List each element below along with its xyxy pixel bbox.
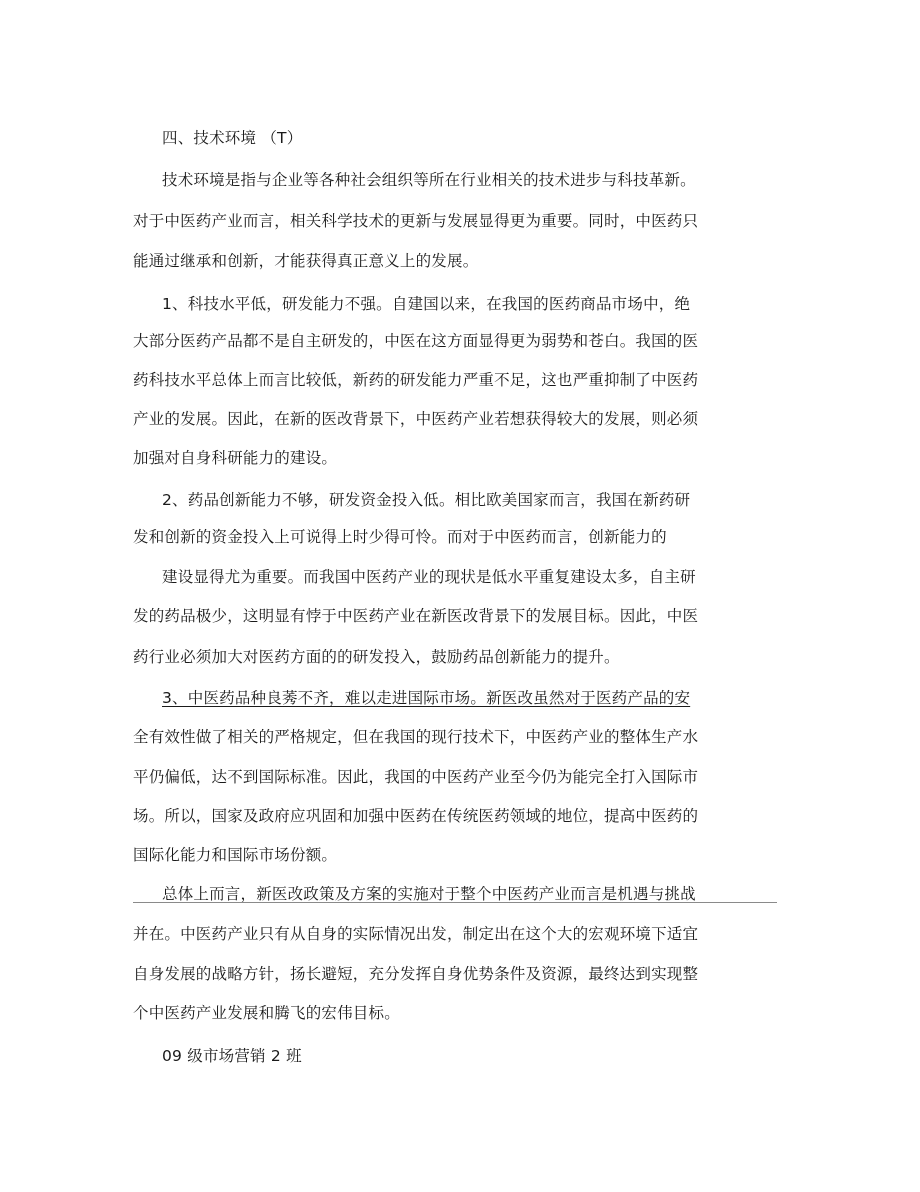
paragraph-line: 3、中医药品种良莠不齐，难以走进国际市场。新医改虽然对于医药产品的安 — [162, 689, 691, 707]
paragraph-line: 并在。中医药产业只有从自身的实际情况出发，制定出在这个大的宏观环境下适宜 — [133, 925, 699, 943]
paragraph-line: 能通过继承和创新，才能获得真正意义上的发展。 — [133, 252, 479, 270]
paragraph-line: 场。所以，国家及政府应巩固和加强中医药在传统医药领域的地位，提高中医药的 — [133, 807, 699, 825]
paragraph-line: 自身发展的战略方针，扬长避短，充分发挥自身优势条件及资源，最终达到实现整 — [133, 965, 699, 983]
paragraph-line: 发的药品极少，这明显有悖于中医药产业在新医改背景下的发展目标。因此，中医 — [133, 607, 699, 625]
horizontal-rule — [133, 902, 777, 903]
paragraph-line: 总体上而言，新医改政策及方案的实施对于整个中医药产业而言是机遇与挑战 — [162, 885, 696, 903]
paragraph-line: 对于中医药产业而言，相关科学技术的更新与发展显得更为重要。同时，中医药只 — [133, 212, 699, 230]
paragraph-line: 加强对自身科研能力的建设。 — [133, 449, 338, 467]
paragraph-line: 个中医药产业发展和腾飞的宏伟目标。 — [133, 1004, 400, 1022]
class-signature: 09 级市场营销 2 班 — [162, 1047, 302, 1065]
paragraph-line: 产业的发展。因此，在新的医改背景下，中医药产业若想获得较大的发展，则必须 — [133, 410, 699, 428]
paragraph-line: 国际化能力和国际市场份额。 — [133, 846, 338, 864]
paragraph-line: 1、科技水平低，研发能力不强。自建国以来，在我国的医药商品市场中，绝 — [162, 295, 691, 313]
paragraph-line: 药行业必须加大对医药方面的的研发投入，鼓励药品创新能力的提升。 — [133, 648, 620, 666]
paragraph-line: 建设显得尤为重要。而我国中医药产业的现状是低水平重复建设太多，自主研 — [162, 568, 696, 586]
paragraph-line: 大部分医药产品都不是自主研发的，中医在这方面显得更为弱势和苍白。我国的医 — [133, 332, 699, 350]
paragraph-line: 药科技水平总体上而言比较低，新药的研发能力严重不足，这也严重抑制了中医药 — [133, 371, 699, 389]
paragraph-line: 全有效性做了相关的严格规定，但在我国的现行技术下，中医药产业的整体生产水 — [133, 728, 699, 746]
section-heading: 四、技术环境 （T） — [162, 129, 303, 147]
paragraph-line: 平仍偏低，达不到国际标准。因此，我国的中医药产业至今仍为能完全打入国际市 — [133, 768, 699, 786]
paragraph-line: 发和创新的资金投入上可说得上时少得可怜。而对于中医药而言，创新能力的 — [133, 528, 667, 546]
paragraph-line: 技术环境是指与企业等各种社会组织等所在行业相关的技术进步与科技革新。 — [162, 171, 696, 189]
paragraph-line: 2、药品创新能力不够，研发资金投入低。相比欧美国家而言，我国在新药研 — [162, 491, 691, 509]
